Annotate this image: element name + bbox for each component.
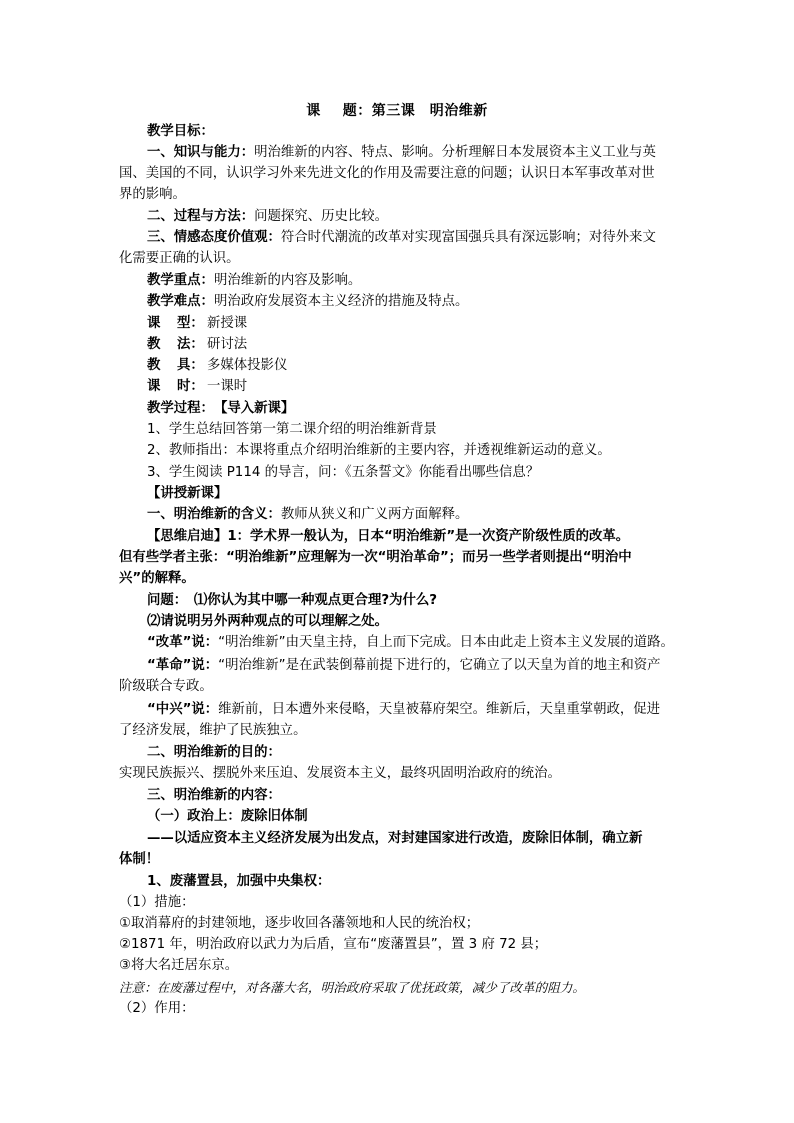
key-text: 明治维新的内容及影响。 [213,273,362,288]
objective-knowledge-line2: 国、美国的不同，认识学习外来先进文化的作用及需要注意的问题；认识日本军事改革对世 [119,166,655,181]
class-hours [147,377,687,397]
question-2: ⑵请说明另外两种观点的可以理解之处。 [147,614,389,629]
difficult-point [147,292,687,312]
title-part2: 题：第三课 明治维新 [342,103,488,119]
section2-text: 实现民族振兴、摆脱外来压迫、发展资本主义，最终巩固明治政府的统治。 [119,766,561,781]
tool-label-a: 教 [147,358,161,373]
objective-knowledge-line1 [147,143,687,163]
key-point [147,271,687,291]
reform-label: “改革”说： [147,635,219,650]
objectives-heading: 教学目标： [147,124,214,139]
question-1: 问题： ⑴你认为其中哪一种观点更合理?为什么? [147,593,438,608]
time-text: 一课时 [207,379,248,394]
type-label-b: 型： [177,316,204,331]
section1-text: 教师从狭义和广义两方面解释。 [280,507,469,522]
tool-label-b: 具： [177,358,204,373]
key-label: 教学重点： [147,273,214,288]
restoration-view-line2: 了经济发展，维护了民族独立。 [119,723,307,738]
restoration-text: 维新前，日本遭外来侵略，天皇被幕府架空。维新后，天皇重掌朝政，促进 [218,702,661,717]
restoration-view-line1 [147,700,687,720]
measure-1: ①取消幕府的封建领地，逐步收回各藩领地和人民的统治权； [119,916,480,931]
point1-heading: 1、废藩置县，加强中央集权： [147,874,331,889]
type-label-a: 课 [147,316,161,331]
method-text: 研讨法 [207,337,248,352]
process-item-2: 2、教师指出：本课将重点介绍明治维新的主要内容，并透视维新运动的意义。 [147,443,611,458]
restoration-label: “中兴”说： [147,702,219,717]
knowledge-label: 一、知识与能力： [147,145,255,160]
lecture-heading: 【讲授新课】 [147,486,228,501]
subsection1-heading: （一）政治上：废除旧体制 [147,809,308,824]
process-label: 二、过程与方法： [147,209,255,224]
method-label-b: 法： [177,337,204,352]
time-label-a: 课 [147,379,161,394]
knowledge-text: 明治维新的内容、特点、影响。分析理解日本发展资本主义工业与英 [254,145,656,160]
method-label-a: 教 [147,337,161,352]
section1-label: 一、明治维新的含义： [147,507,281,522]
process-heading: 教学过程： 【导入新课】 [147,401,295,416]
effect-label: （2）作用： [119,1001,195,1016]
teaching-tools [147,356,687,376]
note-text: 注意：在废藩过程中，对各藩大名，明治政府采取了优抚政策，减少了改革的阻力。 [119,980,585,995]
reform-text: “明治维新”由天皇主持，自上而下完成。日本由此走上资本主义发展的道路。 [218,635,674,650]
difficult-label: 教学难点： [147,294,214,309]
revolution-label: “革命”说： [147,658,219,673]
subsection1-desc-line2: 体制！ [119,852,160,867]
tool-text: 多媒体投影仪 [207,358,288,373]
think-line3: 兴”的解释。 [119,571,195,586]
type-text: 新授课 [207,316,248,331]
difficult-text: 明治政府发展资本主义经济的措施及特点。 [213,294,469,309]
section2-heading: 二、明治维新的目的： [147,745,281,760]
process-item-3: 3、学生阅读 P114 的导言，问：《五条誓文》你能看出哪些信息？ [147,465,540,480]
objective-emotion-line2: 化需要正确的认识。 [119,251,240,266]
measure-3: ③将大名迁居东京。 [119,958,239,973]
revolution-text: “明治维新”是在武装倒幕前提下进行的，它确立了以天皇为首的地主和资产 [218,658,661,673]
objective-knowledge-line3: 界的影响。 [119,187,186,202]
objective-emotion-line1 [147,228,687,248]
measures-label: （1）措施： [119,895,195,910]
revolution-view-line1 [147,656,687,676]
subsection1-desc-line1: ——以适应资本主义经济发展为出发点，对封建国家进行改造，废除旧体制，确立新 [147,831,643,846]
think-line1: 【思维启迪】1：学术界一般认为，日本“明治维新”是一次资产阶级性质的改革。 [147,529,630,544]
process-item-1: 1、学生总结回答第一第二课介绍的明治维新背景 [147,422,437,437]
section1-meaning [147,505,687,525]
think-line2: 但有些学者主张：“明治维新”应理解为一次“明治革命”；而另一些学者则提出“明治中 [119,550,632,565]
objective-process [147,207,687,227]
time-label-b: 时： [177,379,204,394]
measure-2: ②1871 年，明治政府以武力为后盾，宣布“废藩置县”，置 3 府 72 县； [119,937,548,952]
title-part1: 课 [306,103,321,119]
emotion-label: 三、情感态度价值观： [147,230,281,245]
page-title [0,100,794,120]
process-text: 问题探究、历史比较。 [254,209,389,224]
section3-heading: 三、明治维新的内容： [147,788,281,803]
emotion-text: 符合时代潮流的改革对实现富国强兵具有深远影响；对待外来文 [280,230,656,245]
revolution-view-line2: 阶级联合专政。 [119,679,213,694]
teaching-method [147,335,687,355]
lesson-type [147,314,687,334]
reform-view [147,633,687,653]
